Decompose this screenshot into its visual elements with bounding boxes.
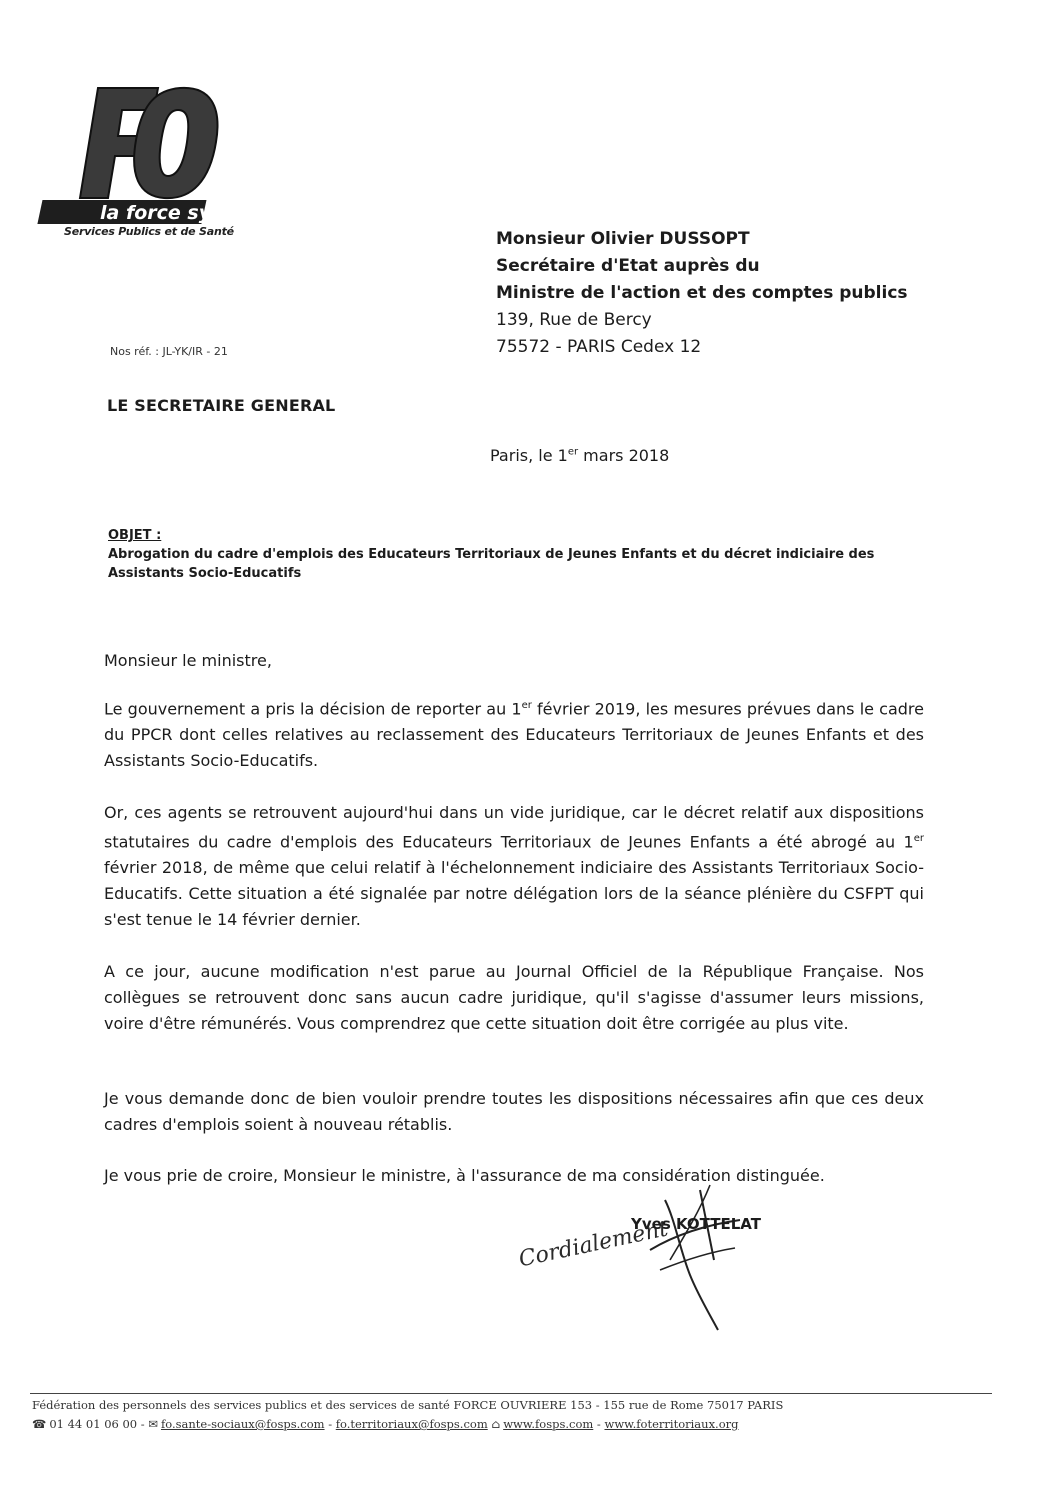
footer-phone: 01 44 01 06 00: [49, 1417, 138, 1431]
web-icon: ⌂: [491, 1417, 501, 1431]
logo-tagline: la force syndicale: [100, 202, 289, 224]
signer-name: Yves KOTTELAT: [631, 1215, 761, 1233]
paragraph-3: A ce jour, aucune modification n'est parue au Journal Officiel de la République Française. Nos collègues se retrouvent donc sans aucun cadre juridique, qu'il s'agisse d'assumer leurs missions, voire d'être rémunérés. Vous comprendrez que cette situation doit être corrigée au plus vite.: [104, 962, 924, 1033]
recipient-title-2: Ministre de l'action et des comptes publics: [496, 283, 908, 303]
footer-sep-3: -: [593, 1417, 605, 1431]
footer-email-2[interactable]: fo.territoriaux@fosps.com: [335, 1417, 488, 1431]
p1-text-a: Le gouvernement a pris la décision de reporter au 1: [104, 699, 522, 719]
paragraph-4: Je vous demande donc de bien vouloir prendre toutes les dispositions nécessaires afin que ces deux cadres d'emplois soient à nouveau rétablis.: [104, 1089, 924, 1134]
logo-subtitle: Services Publics et de Santé: [64, 225, 234, 238]
p2-sup: er: [913, 833, 924, 844]
sender-title: LE SECRETAIRE GENERAL: [107, 396, 336, 415]
p2-text-b: février 2018, de même que celui relatif à l'échelonnement indiciaire des Assistants Territoriaux Socio-Educatifs. Cette situation a été signalée par notre délégation lors de la séance plénière du CSFPT qui s'est tenue le 14 février dernier.: [104, 858, 924, 930]
recipient-address: [496, 226, 908, 361]
subject-label: OBJET :: [108, 528, 162, 543]
date-prefix: Paris, le 1: [490, 446, 568, 465]
p1-sup: er: [521, 700, 532, 711]
footer-sep-2: -: [324, 1417, 336, 1431]
phone-icon: ☎: [32, 1417, 47, 1431]
handwritten-signature: [500, 1180, 800, 1340]
reference: Nos réf. : JL-YK/IR - 21: [110, 345, 228, 358]
closing-formula: Je vous prie de croire, Monsieur le ministre, à l'assurance de ma considération distinguée.: [104, 1166, 825, 1185]
letter-date: [490, 446, 669, 465]
p1-text-b: février 2019, les mesures prévues dans le cadre du PPCR dont celles relatives au reclassement des Educateurs Territoriaux de Jeunes Enfants et des Assistants Socio-Educatifs.: [104, 699, 924, 771]
footer-web-2[interactable]: www.foterritoriaux.org: [604, 1417, 739, 1431]
paragraph-1: [104, 693, 924, 774]
paragraph-2: [104, 800, 924, 933]
footer-contacts: [32, 1417, 992, 1431]
signature-handwritten-text: Cordialement: [516, 1216, 671, 1273]
subject-text: Abrogation du cadre d'emplois des Educateurs Territoriaux de Jeunes Enfants et du décret indiciaire des Assistants Socio-Educatifs: [108, 547, 875, 581]
recipient-city: 75572 - PARIS Cedex 12: [496, 337, 702, 357]
date-suffix: mars 2018: [578, 446, 670, 465]
footer-email-1[interactable]: fo.sante-sociaux@fosps.com: [160, 1417, 325, 1431]
salutation: Monsieur le ministre,: [104, 651, 272, 670]
fo-logo: [60, 80, 289, 242]
footer-web-1[interactable]: www.fosps.com: [503, 1417, 594, 1431]
recipient-title-1: Secrétaire d'Etat auprès du: [496, 256, 760, 276]
p2-text-a: Or, ces agents se retrouvent aujourd'hui dans un vide juridique, car le décret relatif aux dispositions statutaires du cadre d'emplois des Educateurs Territoriaux de Jeunes Enfants a été abrogé au 1: [104, 803, 924, 852]
mail-icon: ✉: [148, 1417, 158, 1431]
subject-block: [108, 526, 938, 583]
recipient-name: Monsieur Olivier DUSSOPT: [496, 229, 750, 249]
date-sup: er: [567, 446, 579, 458]
recipient-street: 139, Rue de Bercy: [496, 310, 652, 330]
footer-address: Fédération des personnels des services publics et des services de santé FORCE OUVRIERE 153 - 155 rue de Rome 75017 PARIS: [32, 1398, 784, 1412]
footer-sep-1: -: [137, 1417, 149, 1431]
footer-divider: [30, 1393, 992, 1394]
